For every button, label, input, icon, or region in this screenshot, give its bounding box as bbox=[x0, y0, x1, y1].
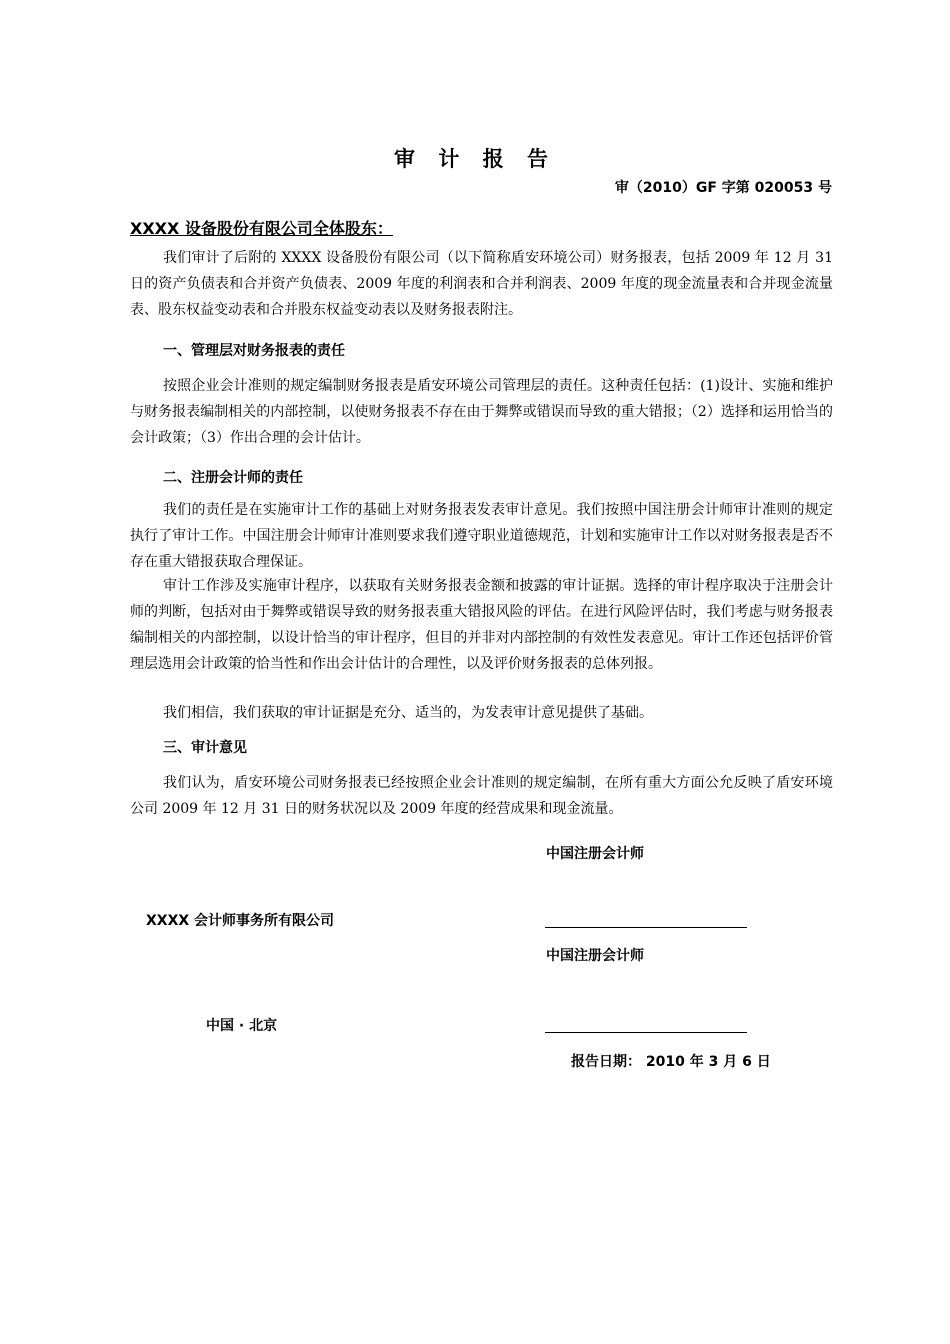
section-heading-auditor: 二、注册会计师的责任 bbox=[163, 470, 303, 486]
signature-line-1 bbox=[545, 927, 747, 928]
auditor-responsibility-paragraph-2: 审计工作涉及实施审计程序，以获取有关财务报表金额和披露的审计证据。选择的审计程序取决于注册会计师的判断，包括对由于舞弊或错误导致的财务报表重大错报风险的评估。在进行风险评估时，我们考虑与财务报表编制相关的内部控制，以设计恰当的审计程序，但目的并非对内部控制的有效性发表意见。审计工作还包括评价管理层选用会计政策的恰当性和作出会计估计的合理性，以及评价财务报表的总体列报。 bbox=[130, 578, 833, 672]
section-heading-management: 一、管理层对财务报表的责任 bbox=[163, 343, 345, 359]
auditor-responsibility-paragraph-1: 我们的责任是在实施审计工作的基础上对财务报表发表审计意见。我们按照中国注册会计师审计准则的规定执行了审计工作。中国注册会计师审计准则要求我们遵守职业道德规范，计划和实施审计工作以对财务报表是否不存在重大错报获取合理保证。 bbox=[130, 502, 833, 570]
management-responsibility-paragraph: 按照企业会计准则的规定编制财务报表是盾安环境公司管理层的责任。这种责任包括：(1)设计、实施和维护与财务报表编制相关的内部控制，以使财务报表不存在由于舞弊或错误而导致的重大错报；（2）选择和运用恰当的会计政策；（3）作出合理的会计估计。 bbox=[130, 378, 833, 446]
auditor-responsibility-paragraph-3: 我们相信，我们获取的审计证据是充分、适当的，为发表审计意见提供了基础。 bbox=[163, 705, 653, 721]
cpa-label-2: 中国注册会计师 bbox=[546, 948, 644, 964]
intro-paragraph: 我们审计了后附的 XXXX 设备股份有限公司（以下简称盾安环境公司）财务报表，包括 2009 年 12 月 31 日的资产负债表和合并资产负债表、2009 年度的利润表和合并利润表、2009 年度的现金流量表和合并现金流量表、股东权益变动表和合并股东权益变动表以及财务报表附注。 bbox=[130, 250, 833, 318]
audit-firm-name: XXXX 会计师事务所有限公司 bbox=[146, 913, 335, 929]
signature-line-2 bbox=[545, 1032, 747, 1033]
report-title: 审 计 报 告 bbox=[394, 147, 556, 171]
report-date: 报告日期： 2010 年 3 月 6 日 bbox=[571, 1054, 771, 1070]
cpa-label-1: 中国注册会计师 bbox=[546, 846, 644, 862]
audit-opinion-paragraph: 我们认为，盾安环境公司财务报表已经按照企业会计准则的规定编制，在所有重大方面公允反映了盾安环境公司 2009 年 12 月 31 日的财务状况以及 2009 年度的经营成果和现金流量。 bbox=[130, 775, 833, 817]
addressee-line: XXXX 设备股份有限公司全体股东： bbox=[130, 219, 393, 238]
report-reference-number: 审（2010）GF 字第 020053 号 bbox=[614, 180, 832, 196]
section-heading-opinion: 三、审计意见 bbox=[163, 740, 247, 756]
firm-location: 中国 · 北京 bbox=[206, 1018, 278, 1034]
